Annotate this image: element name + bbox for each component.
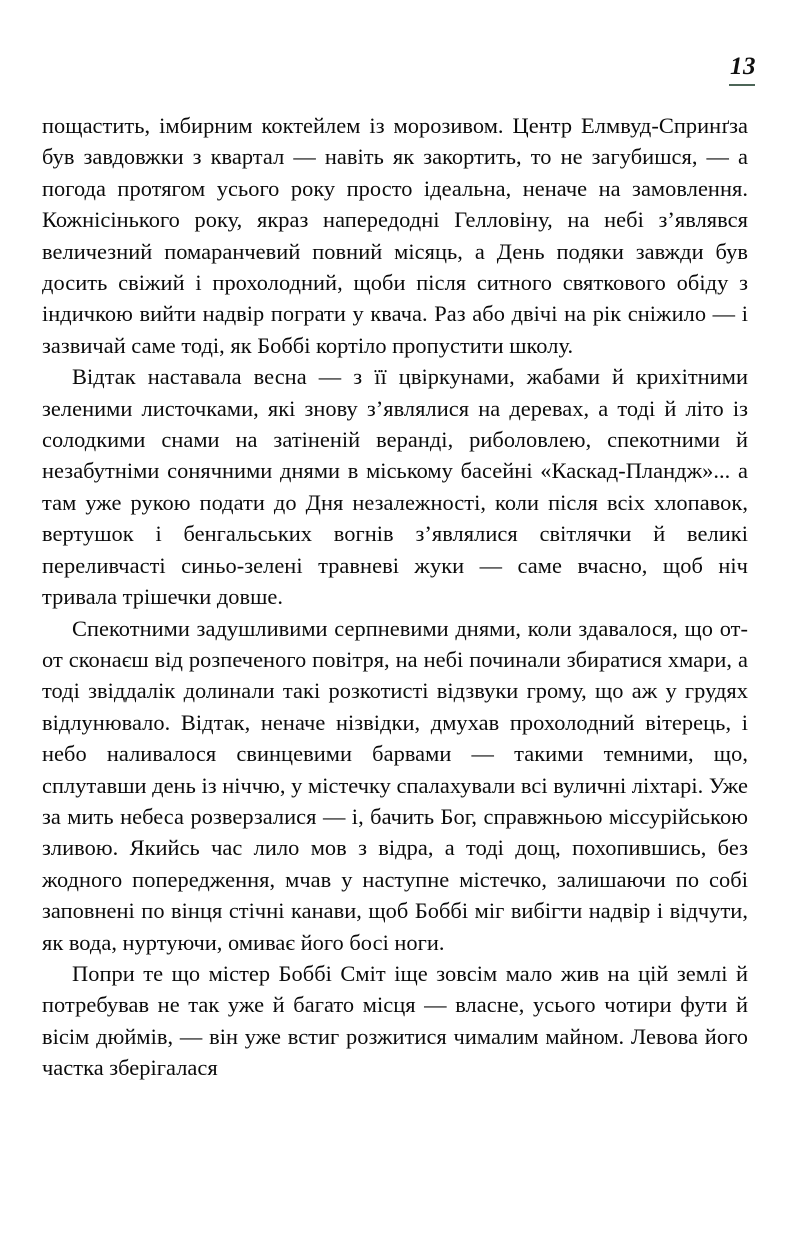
paragraph: пощастить, імбирним коктейлем із морозивом. Центр Елмвуд-Спринґза був завдовжки з квартал — навіть як закортить, то не загубишся, — а погода протягом усього року просто ідеальна, неначе на замовлення. Кожнісінького року, якраз напередодні Гелловіну, на небі з’являвся величезний помаранчевий повний місяць, а День подяки завжди був досить свіжий і прохолодний, щоби після ситного святкового обіду з індичкою вийти надвір пограти у квача. Раз або двічі на рік сніжило — і зазвичай саме тоді, як Боббі кортіло пропустити школу. xyxy=(42,113,748,358)
paragraph: Спекотними задушливими серпневими днями, коли здавалося, що от-от сконаєш від розпеченого повітря, на небі починали збиратися хмари, а тоді звіддалік долинали такі розкотисті відзвуки грому, що аж у грудях відлунювало. Відтак, неначе нізвідки, дмухав прохолодний вітерець, і небо наливалося свинцевими барвами — такими темними, що, сплутавши день із ніччю, у містечку спалахували всі вуличні ліхтарі. Уже за мить небеса розверзалися — і, бачить Бог, справжньою міссурійською зливою. Якийсь час лило мов з відра, а тоді дощ, похопившись, без жодного попередження, мчав у наступне містечко, залишаючи по собі заповнені по вінця стічні канави, щоб Боббі міг вибігти надвір і відчути, як вода, нуртуючи, омиває його босі ноги. xyxy=(42,615,748,955)
paragraph: Відтак наставала весна — з її цвіркунами, жабами й крихітними зеленими листочками, які знову з’являлися на деревах, а тоді й літо із солодкими снами на затіненій веранді, риболовлею, спекотними й незабутніми сонячними днями в міському басейні «Каскад-Пландж»... а там уже рукою подати до Дня незалежності, коли після всіх хлопавок, вертушок і бенгальських вогнів з’являлися світлячки й великі переливчасті синьо-зелені травневі жуки — саме вчасно, щоб ніч тривала трішечки довше. xyxy=(42,364,748,610)
page-number-underline xyxy=(729,84,755,86)
body-text-block xyxy=(42,110,748,1084)
paragraph: Попри те що містер Боббі Сміт іще зовсім мало жив на цій землі й потребував не так уже й багато місця — власне, усього чотири фути й вісім дюймів, — він уже встиг розжитися чималим майном. Левова його частка зберігалася xyxy=(42,960,748,1081)
page-number: 13 xyxy=(730,53,756,80)
